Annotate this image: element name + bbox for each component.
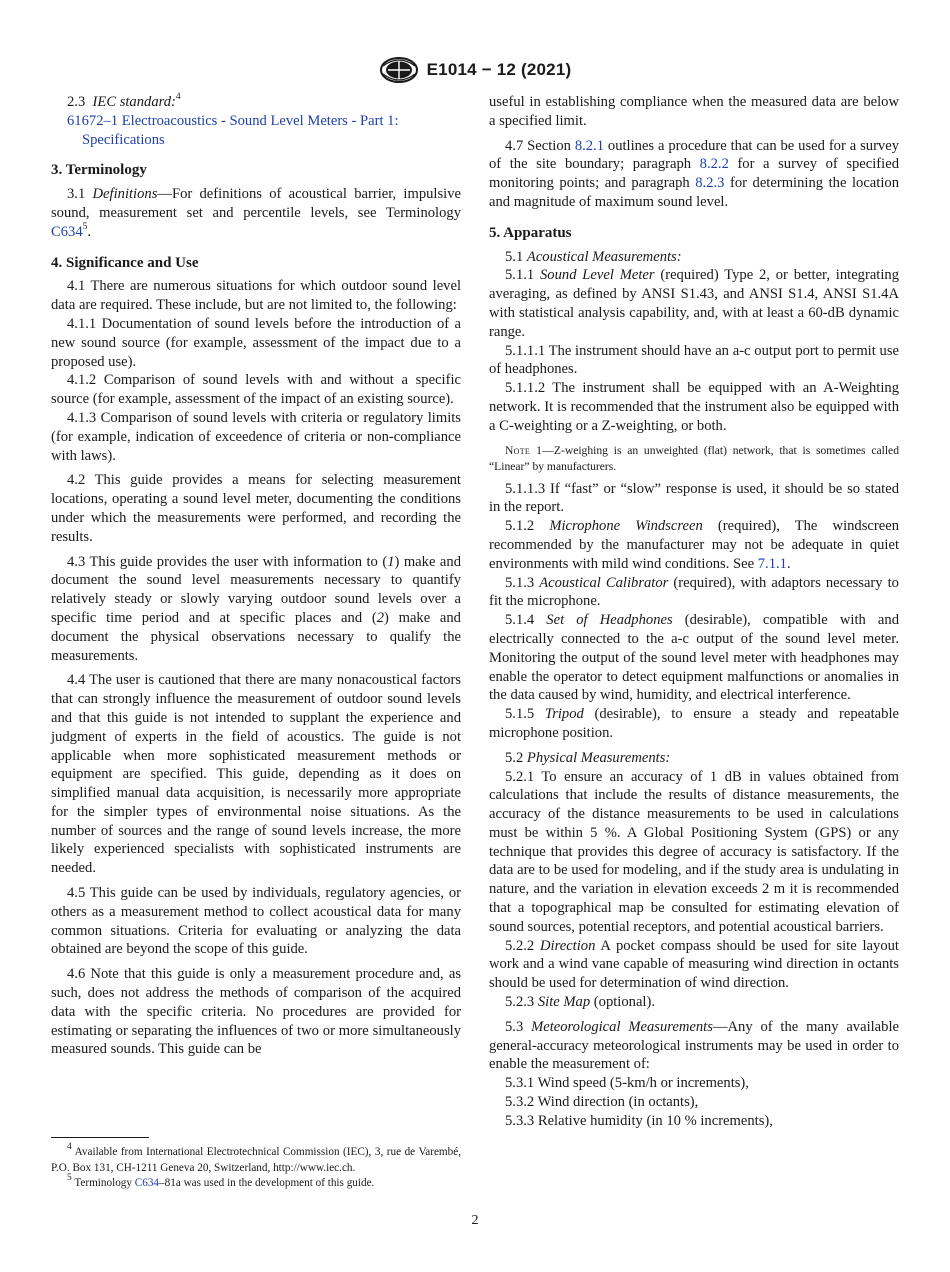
paragraph-4-1-2: 4.1.2 Comparison of sound levels with and without a specific source (for example, assessment of the impact of an existing source). — [51, 372, 461, 408]
paragraph-text: ) make and document the physical observations necessary to qualify the measurements. — [51, 609, 461, 664]
section-5-2-2 — [489, 937, 899, 993]
section-link[interactable]: 8.2.3 — [695, 175, 725, 192]
section-5-2 — [489, 749, 899, 768]
paragraph-4-1-3: 4.1.3 Comparison of sound levels with criteria or regulatory limits (for example, indication of exceedence of criteria or non-compliance with laws). — [51, 409, 461, 464]
footnote-text: –81a was used in the development of this guide. — [159, 1177, 375, 1189]
heading-terminology: 3. Terminology — [51, 162, 147, 179]
heading-apparatus: 5. Apparatus — [489, 224, 572, 241]
paragraph-text: 4.3 This guide provides the user with information to ( — [67, 553, 388, 570]
paragraph-5-3-1: 5.3.1 Wind speed (5-km/h or increments), — [505, 1075, 749, 1092]
section-link[interactable]: 8.2.2 — [699, 156, 729, 173]
section-number: 5.2 — [505, 749, 524, 766]
section-5-1-2 — [489, 517, 899, 573]
term: Definitions — [92, 186, 158, 203]
note-text: —Z-weighing is an unweighted (flat) network, that is sometimes called “Linear” by manufacturers. — [489, 443, 899, 473]
section-number: 5.2.2 — [505, 937, 535, 954]
list-ref: 2 — [376, 609, 385, 626]
iec-reference-title-cont[interactable]: Specifications — [82, 131, 165, 148]
terminology-link[interactable]: C634 — [51, 223, 83, 240]
paragraph-5-3-3: 5.3.3 Relative humidity (in 10 % increments), — [505, 1112, 773, 1129]
footnote-marker: 4 — [67, 1142, 72, 1153]
footnote-marker[interactable]: 4 — [175, 92, 181, 103]
paragraph-4-1-1: 4.1.1 Documentation of sound levels before the introduction of a new sound source (for example, assessment of the impact due to a proposed use). — [51, 315, 461, 370]
paragraph-5-2-1: 5.2.1 To ensure an accuracy of 1 dB in values obtained from calculations that include the results of distance measurements, the accuracy of the distance measurements to be used in calculations must be within 5 %. A Global Positioning System (GPS) or any technique that provides this degree of accuracy is satisfactory. If the data are to be used for modeling, and if the study area is undulating in nature, and the variation in elevation exceeds 2 m it is recommended that a topographical map be consulted for estimating elevation of sound sources, potential receptors, and potential acoustical barriers. — [489, 768, 899, 935]
paragraph-text: (desirable), to ensure a steady and repeatable microphone position. — [489, 706, 899, 741]
note-1 — [489, 443, 899, 475]
paragraph-text: —For definitions of acoustical barrier, impulsive sound, measurement set and percentile levels, see Terminology — [51, 186, 461, 221]
item-title: Tripod — [544, 706, 584, 723]
section-number: 5.1.5 — [505, 706, 535, 723]
paragraph-5-1-1-2: 5.1.1.2 The instrument shall be equipped with an A-Weighting network. It is recommended that the instrument also be equipped with a C-weighting or a Z-weighting, or both. — [489, 380, 899, 434]
section-number: 2.3 — [67, 94, 86, 110]
paragraph-text: (required), with adaptors necessary to fit the microphone. — [489, 574, 899, 610]
section-5-1-1 — [489, 266, 899, 341]
left-column — [51, 93, 461, 1059]
footnote-text: Terminology — [71, 1177, 135, 1189]
footnote-5 — [51, 1173, 461, 1192]
section-5-1-4 — [489, 611, 899, 705]
paragraph-5-1-1-1: 5.1.1.1 The instrument should have an a-c output port to permit use of headphones. — [489, 342, 899, 378]
item-title: Microphone Windscreen — [549, 518, 703, 535]
heading-significance: 4. Significance and Use — [51, 254, 199, 271]
paragraph-4-2: 4.2 This guide provides a means for selecting measurement locations, operating a sound level meter, documenting the conditions under which the measurements were performed, and recording the results. — [51, 472, 461, 545]
paragraph-text: A pocket compass should be used for site layout work and a wind vane capable of measuring wind direction in octants should be used for determination of wind direction. — [489, 937, 899, 992]
paragraph-text: —Any of the many available general-accuracy meteorological instruments may be used in order to enable the measurement of: — [489, 1018, 899, 1073]
paragraph-4-3 — [51, 553, 461, 666]
note-label: Note 1 — [505, 443, 543, 457]
footnote-marker: 5 — [67, 1173, 72, 1184]
paragraph-text: for determining the location and magnitude of maximum sound level. — [489, 175, 899, 210]
footnote-marker[interactable]: 5 — [82, 221, 88, 232]
paragraph-text: outlines a procedure that can be used for a survey of the site boundary; paragraph — [489, 137, 899, 173]
section-number: 3.1 — [67, 186, 86, 203]
section-number: 5.1.3 — [505, 574, 535, 591]
footnotes — [51, 1142, 461, 1192]
section-5-1-3 — [489, 574, 899, 612]
iec-reference[interactable] — [51, 112, 461, 131]
item-title: Direction — [540, 937, 596, 954]
paragraph-5-3-2: 5.3.2 Wind direction (in octants), — [505, 1094, 699, 1111]
section-link[interactable]: 7.1.1 — [757, 555, 787, 572]
section-5-3 — [489, 1018, 899, 1074]
paragraph-4-1: 4.1 There are numerous situations for which outdoor sound level data are required. These include, but are not limited to, the following: — [51, 278, 461, 314]
section-5-2-3 — [489, 993, 899, 1012]
paragraph-text: (required), The windscreen recommended by the manufacturer may not be adequate in quiet environments with mild wind conditions. See — [489, 518, 899, 572]
punctuation: . — [786, 555, 791, 572]
iec-reference-code[interactable]: 61672–1 — [67, 112, 119, 129]
paragraph-4-7 — [489, 137, 899, 212]
iec-reference-title[interactable]: Electroacoustics - Sound Level Meters - Part 1: — [121, 112, 399, 129]
punctuation: . — [87, 223, 92, 240]
paragraph-4-5: 4.5 This guide can be used by individuals, regulatory agencies, or others as a measurement method to collect acoustical data for many common situations. Criteria for evaluating or analyzing the data obtained are beyond the scope of this guide. — [51, 885, 461, 958]
section-number: 5.3 — [505, 1018, 524, 1035]
item-title: Site Map — [537, 994, 591, 1011]
item-title: Acoustical Calibrator — [539, 574, 669, 591]
section-title: Meteorological Measurements — [531, 1018, 713, 1035]
paragraph-5-1-1-3: 5.1.1.3 If “fast” or “slow” response is used, it should be so stated in the report. — [489, 480, 899, 516]
paragraph-4-6-continued: useful in establishing compliance when the measured data are below a specified limit. — [489, 94, 899, 129]
footnote-divider — [51, 1137, 149, 1138]
terminology-link[interactable]: C634 — [134, 1177, 160, 1189]
page-number: 2 — [471, 1213, 479, 1228]
right-column — [489, 93, 899, 1131]
paragraph-text: 4.7 Section — [505, 137, 575, 154]
section-number: 5.1.2 — [505, 518, 535, 535]
section-title: Physical Measurements: — [526, 749, 671, 766]
item-title: Sound Level Meter — [540, 267, 655, 284]
paragraph-text: (required) Type 2, or better, integrating averaging, as defined by ANSI S1.43, and ANSI S1.4, ANSI S1.4A with statistical analysis capability, and, with at least a 60-dB dynamic range. — [489, 267, 900, 340]
item-title: Set of Headphones — [546, 612, 673, 629]
astm-logo-icon — [379, 56, 419, 84]
section-number: 5.2.3 — [505, 994, 535, 1011]
paragraph-4-4: 4.4 The user is cautioned that there are many nonacoustical factors that can strongly influence the measurement of outdoor sound levels and that this guide is not intended to supplant the experience and judgment of experts in the field of acoustics. The guide is not applicable when more sophisticated measurement methods or equipment are specified. This guide, depending as it does on simplified manual data acquisition, is necessarily more appropriate for the simpler types of environmental noise situations. As the number of sources and the range of sound levels increase, the more likely experienced specialists with sophisticated instruments are needed. — [51, 672, 461, 877]
section-3-1 — [51, 185, 461, 241]
footnote-4 — [51, 1142, 461, 1176]
section-number: 5.1.1 — [505, 267, 535, 284]
document-designation: E1014 − 12 (2021) — [426, 60, 572, 79]
section-title: Acoustical Measurements: — [526, 248, 682, 265]
list-ref: 1 — [387, 553, 395, 570]
paragraph-text: (desirable), compatible with and electrically connected to the a-c output of the sound level meter. Monitoring the output of the sound level meter with headphones may enable the operator to detect equipment malfunctions or anomalies in the data caused by wind, humidity, and electrical interference. — [489, 612, 899, 704]
paragraph-text: (optional). — [590, 994, 655, 1011]
section-number: 5.1.4 — [505, 612, 535, 629]
section-link[interactable]: 8.2.1 — [574, 137, 604, 154]
section-5-1-5 — [489, 705, 899, 743]
section-2-3 — [51, 93, 461, 112]
paragraph-text: ) make and document the sound level measurements necessary to quantify relatively steady or slowly varying outdoor sound levels over a specific time period and at specific places and ( — [51, 553, 461, 626]
footnote-text: Available from International Electrotechnical Commission (IEC), 3, rue de Varembé, P.O. Box 131, CH-1211 Geneva 20, Switzerland, http://www.iec.ch. — [51, 1146, 461, 1174]
section-title: IEC standard: — [92, 94, 176, 110]
page-header — [0, 56, 950, 84]
section-number: 5.1 — [505, 248, 524, 265]
section-5-1 — [489, 248, 899, 267]
paragraph-4-6: 4.6 Note that this guide is only a measurement procedure and, as such, does not address the methods of comparison of the acquired data with the specific criteria. No procedures are provided for estimating or separating the influences of two or more simultaneously measured sounds. This guide can be — [51, 966, 461, 1058]
paragraph-text: for a survey of specified monitoring points; and paragraph — [489, 156, 899, 192]
